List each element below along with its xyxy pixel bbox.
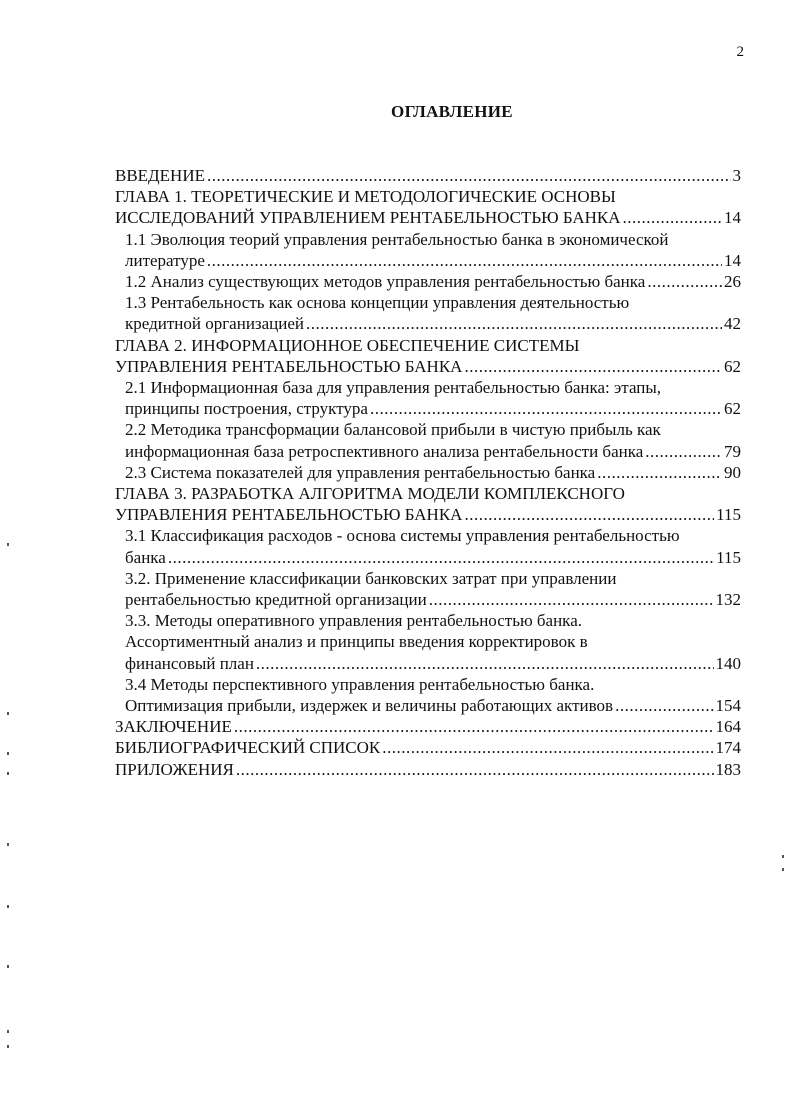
toc-entry-text: БИБЛИОГРАФИЧЕСКИЙ СПИСОК xyxy=(115,738,381,758)
toc-entry-text: ПРИЛОЖЕНИЯ xyxy=(115,759,234,779)
toc-page-number: 14 xyxy=(724,208,741,228)
toc-entry-final-line xyxy=(125,589,741,610)
scan-speck xyxy=(7,1030,9,1033)
dot-leader xyxy=(168,547,714,568)
toc-page-number: 164 xyxy=(715,717,741,737)
dot-leader xyxy=(382,737,713,758)
toc-entry-final-line xyxy=(125,250,741,271)
scan-speck xyxy=(7,712,9,715)
toc-entry-final-line xyxy=(125,547,741,568)
dot-leader xyxy=(645,441,722,462)
toc-page-number: 183 xyxy=(715,759,741,779)
dot-leader xyxy=(464,504,714,525)
toc-chapter-entry xyxy=(115,483,741,525)
table-of-contents xyxy=(115,165,741,780)
toc-entry-text: принципы построения, структура xyxy=(125,399,368,419)
toc-page-number: 154 xyxy=(715,696,741,716)
toc-entry-text: 1.2 Анализ существующих методов управления рентабельностью банка xyxy=(125,272,646,292)
dot-leader xyxy=(464,356,722,377)
toc-page-number: 62 xyxy=(724,399,741,419)
toc-chapter-entry xyxy=(115,335,741,377)
toc-entry-text: банка xyxy=(125,547,166,567)
toc-section-entry xyxy=(115,568,741,610)
scan-speck xyxy=(7,543,9,546)
dot-leader xyxy=(615,695,713,716)
toc-entry-final-line xyxy=(115,356,741,377)
toc-entry-text: рентабельностью кредитной организации xyxy=(125,590,427,610)
toc-entry-line: 1.3 Рентабельность как основа концепции управления деятельностью xyxy=(125,293,630,313)
toc-entry-final-line xyxy=(125,695,741,716)
toc-entry-text: кредитной организацией xyxy=(125,314,305,334)
scan-speck xyxy=(7,1045,9,1048)
toc-chapter-entry xyxy=(115,759,741,780)
toc-entry-final-line xyxy=(115,737,741,758)
dot-leader xyxy=(236,759,714,780)
toc-page-number: 132 xyxy=(715,590,741,610)
toc-section-entry xyxy=(115,462,741,483)
toc-entry-line: 3.2. Применение классификации банковских затрат при управлении xyxy=(125,568,617,588)
toc-section-entry xyxy=(115,292,741,334)
toc-page-number: 62 xyxy=(724,356,741,376)
toc-entry-final-line xyxy=(115,504,741,525)
scan-speck xyxy=(7,965,9,968)
toc-entry-text: ИССЛЕДОВАНИЙ УПРАВЛЕНИЕМ РЕНТАБЕЛЬНОСТЬЮ БАНКА xyxy=(115,208,621,228)
toc-entry-final-line xyxy=(115,207,741,228)
toc-section-entry xyxy=(115,419,741,461)
toc-section-entry xyxy=(115,229,741,271)
toc-section-entry xyxy=(115,674,741,716)
dot-leader xyxy=(623,207,722,228)
toc-entry-line: 3.4 Методы перспективного управления рентабельностью банка. xyxy=(125,674,595,694)
toc-page-number: 174 xyxy=(715,738,741,758)
toc-entry-text: ВВЕДЕНИЕ xyxy=(115,166,205,185)
toc-entry-final-line xyxy=(115,759,741,780)
toc-entry-line: ГЛАВА 3. РАЗРАБОТКА АЛГОРИТМА МОДЕЛИ КОМПЛЕКСНОГО xyxy=(115,484,625,504)
scan-speck xyxy=(7,772,9,775)
dot-leader xyxy=(647,271,722,292)
toc-entry-text: литературе xyxy=(125,250,205,270)
dot-leader xyxy=(207,165,731,186)
toc-entry-text: финансовый план xyxy=(125,653,254,673)
toc-entry-line: 2.2 Методика трансформации балансовой прибыли в чистую прибыль как xyxy=(125,420,661,440)
toc-page-number: 26 xyxy=(724,272,741,292)
toc-entry-text: информационная база ретроспективного анализа рентабельности банка xyxy=(125,441,644,461)
toc-entry-text: Оптимизация прибыли, издержек и величины работающих активов xyxy=(125,696,614,716)
toc-entry-line: ГЛАВА 2. ИНФОРМАЦИОННОЕ ОБЕСПЕЧЕНИЕ СИСТЕМЫ xyxy=(115,335,580,355)
toc-entry-text: УПРАВЛЕНИЯ РЕНТАБЕЛЬНОСТЬЮ БАНКА xyxy=(115,356,463,376)
scan-speck xyxy=(782,868,784,871)
dot-leader xyxy=(256,653,714,674)
scan-speck xyxy=(7,843,9,846)
toc-entry-text: ЗАКЛЮЧЕНИЕ xyxy=(115,717,232,737)
toc-entry-text: 2.3 Система показателей для управления рентабельностью банка xyxy=(125,462,596,482)
toc-page-number: 115 xyxy=(716,547,741,567)
toc-chapter-entry xyxy=(115,716,741,737)
toc-entry-final-line xyxy=(125,462,741,483)
toc-entry-line: 3.1 Классификация расходов - основа системы управления рентабельностью xyxy=(125,526,680,546)
toc-section-entry xyxy=(115,271,741,292)
toc-title: ОГЛАВЛЕНИЕ xyxy=(391,102,513,121)
toc-page-number: 79 xyxy=(724,441,741,461)
toc-entry-final-line xyxy=(125,653,741,674)
toc-entry-final-line xyxy=(125,398,741,419)
scan-speck xyxy=(7,905,9,908)
dot-leader xyxy=(234,716,714,737)
toc-chapter-entry xyxy=(115,165,741,186)
toc-entry-final-line xyxy=(125,313,741,334)
toc-entry-text: УПРАВЛЕНИЯ РЕНТАБЕЛЬНОСТЬЮ БАНКА xyxy=(115,505,463,525)
toc-page-number: 90 xyxy=(724,462,741,482)
toc-section-entry xyxy=(115,377,741,419)
toc-page-number: 3 xyxy=(732,166,741,185)
toc-section-entry xyxy=(115,525,741,567)
toc-page-number: 140 xyxy=(715,653,741,673)
toc-chapter-entry xyxy=(115,737,741,758)
dot-leader xyxy=(306,313,722,334)
toc-chapter-entry xyxy=(115,186,741,228)
toc-section-entry xyxy=(115,610,741,674)
toc-entry-final-line xyxy=(125,441,741,462)
dot-leader xyxy=(370,398,722,419)
dot-leader xyxy=(597,462,722,483)
toc-entry-final-line xyxy=(115,165,741,186)
toc-entry-final-line xyxy=(125,271,741,292)
toc-entry-line: 1.1 Эволюция теорий управления рентабельностью банка в экономической xyxy=(125,229,669,249)
page-number: 2 xyxy=(736,44,744,60)
scan-speck xyxy=(782,855,784,858)
scan-speck xyxy=(7,752,9,755)
toc-page-number: 14 xyxy=(724,250,741,270)
dot-leader xyxy=(207,250,722,271)
toc-entry-line: 2.1 Информационная база для управления рентабельностью банка: этапы, xyxy=(125,378,662,398)
toc-page-number: 42 xyxy=(724,314,741,334)
toc-entry-final-line xyxy=(115,716,741,737)
toc-entry-line: 3.3. Методы оперативного управления рентабельностью банка. xyxy=(125,611,582,631)
dot-leader xyxy=(429,589,714,610)
toc-entry-line: Ассортиментный анализ и принципы введения корректировок в xyxy=(125,632,588,652)
toc-entry-line: ГЛАВА 1. ТЕОРЕТИЧЕСКИЕ И МЕТОДОЛОГИЧЕСКИЕ ОСНОВЫ xyxy=(115,187,616,207)
toc-page-number: 115 xyxy=(716,505,741,525)
